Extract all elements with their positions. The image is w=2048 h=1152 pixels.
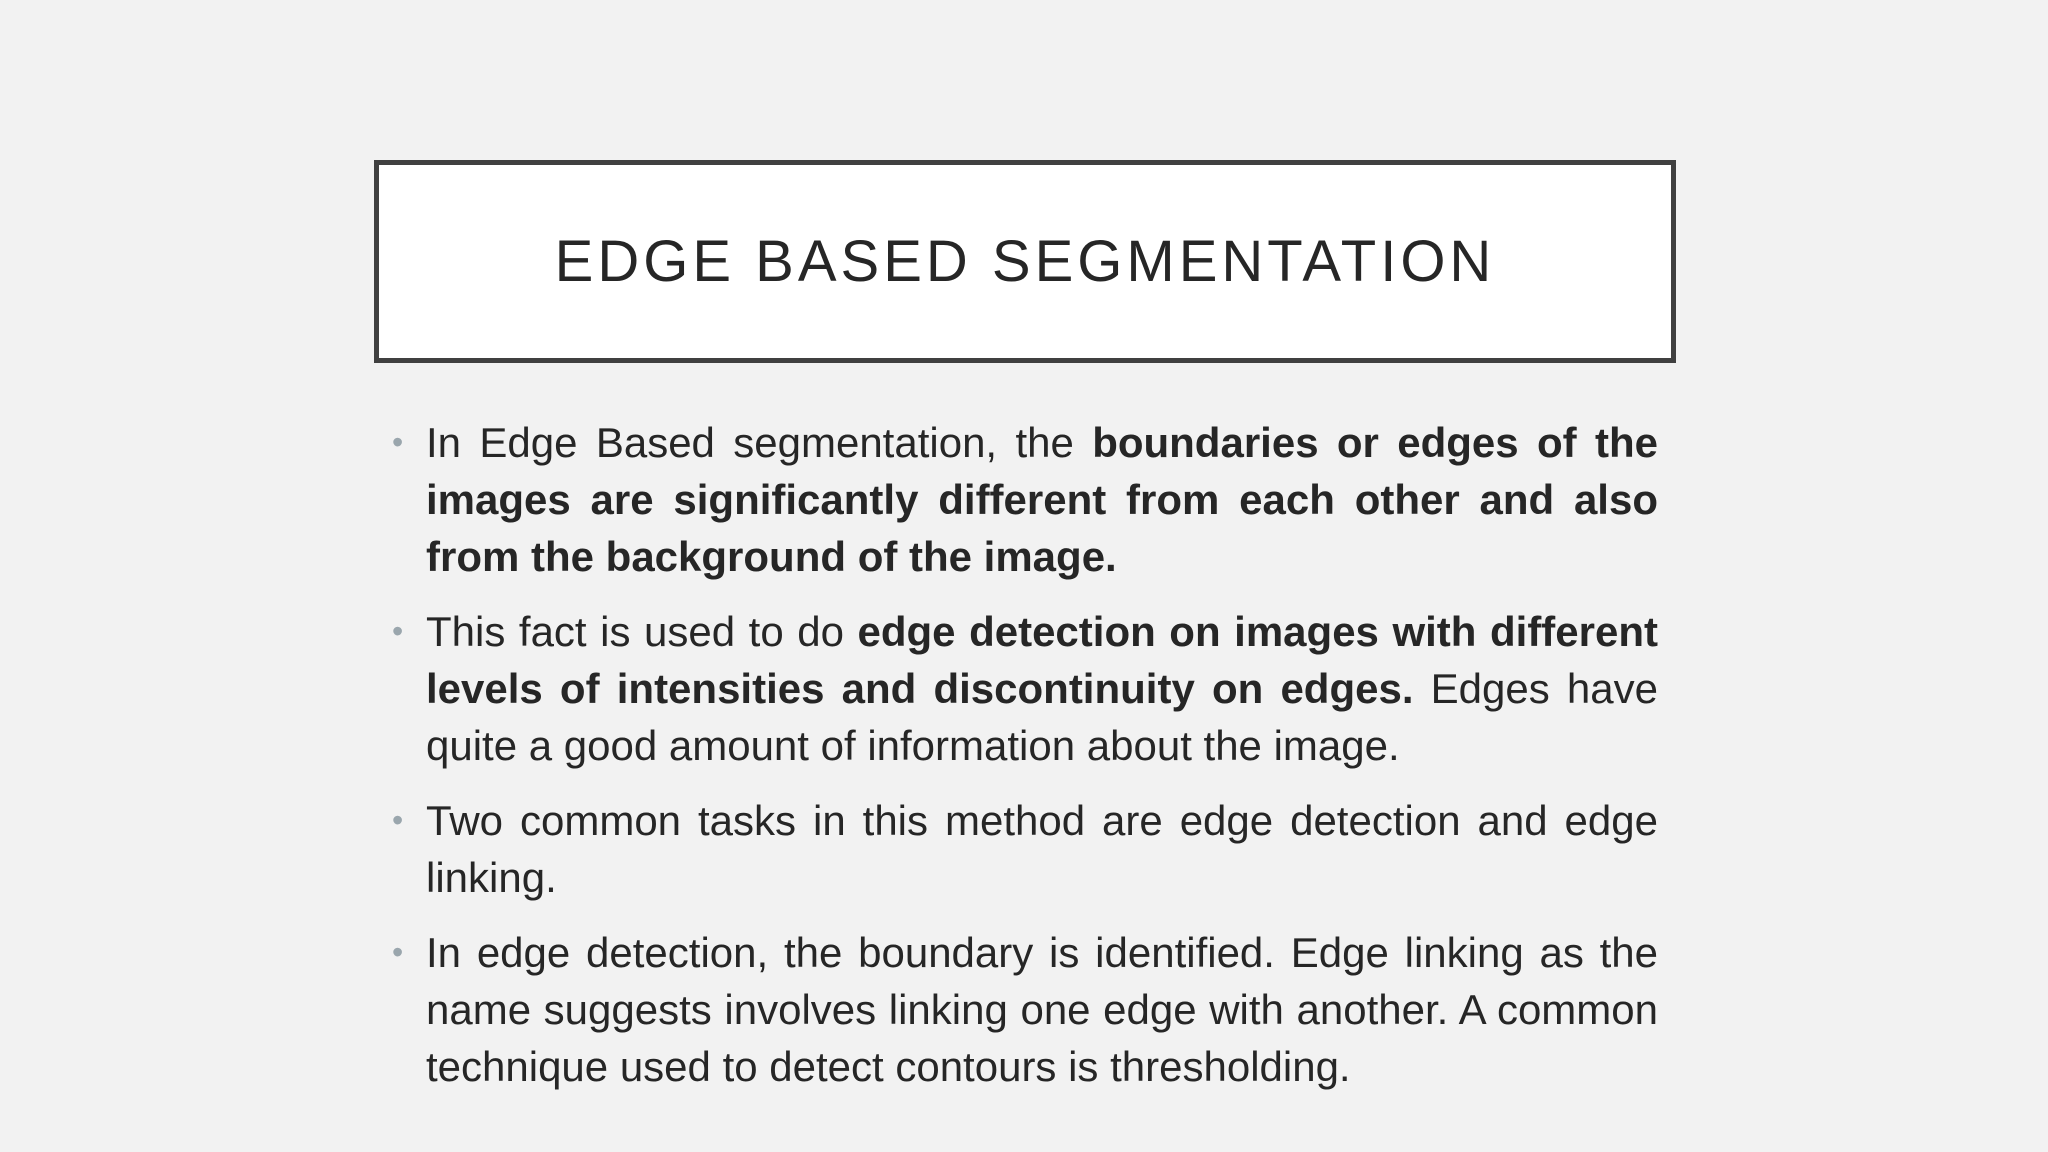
bullet-icon: • (392, 802, 404, 838)
bullet-text-part: Edges have quite a good amount of information about the image. (426, 665, 1658, 769)
bullet-text-part-bold: edge detection on images with different levels of intensities and discontinuity on edges. (426, 608, 1658, 712)
bullet-item-4 (386, 924, 1658, 1095)
title-box (374, 160, 1676, 363)
bullet-text (426, 924, 1658, 1095)
bullet-item-1 (386, 414, 1658, 585)
bullet-icon: • (392, 424, 404, 460)
slide-title: EDGE BASED SEGMENTATION (554, 229, 1496, 294)
bullet-text-part: In Edge Based segmentation, the (426, 419, 1093, 466)
bullet-text (426, 792, 1658, 906)
bullet-text-part: Two common tasks in this method are edge detection and edge linking. (426, 797, 1658, 901)
bullet-text (426, 603, 1658, 774)
bullet-text-part: In edge detection, the boundary is identified. Edge linking as the name suggests involves linking one edge with another. A common technique used to detect contours is thresholding. (426, 929, 1658, 1090)
bullet-icon: • (392, 934, 404, 970)
bullet-item-2 (386, 603, 1658, 774)
bullet-text-part-bold: boundaries or edges of the images are significantly different from each other and also from the background of the image. (426, 419, 1658, 580)
bullet-item-3 (386, 792, 1658, 906)
bullet-icon: • (392, 613, 404, 649)
bullet-text (426, 414, 1658, 585)
bullet-list (386, 414, 1658, 1113)
bullet-text-part: This fact is used to do (426, 608, 858, 655)
